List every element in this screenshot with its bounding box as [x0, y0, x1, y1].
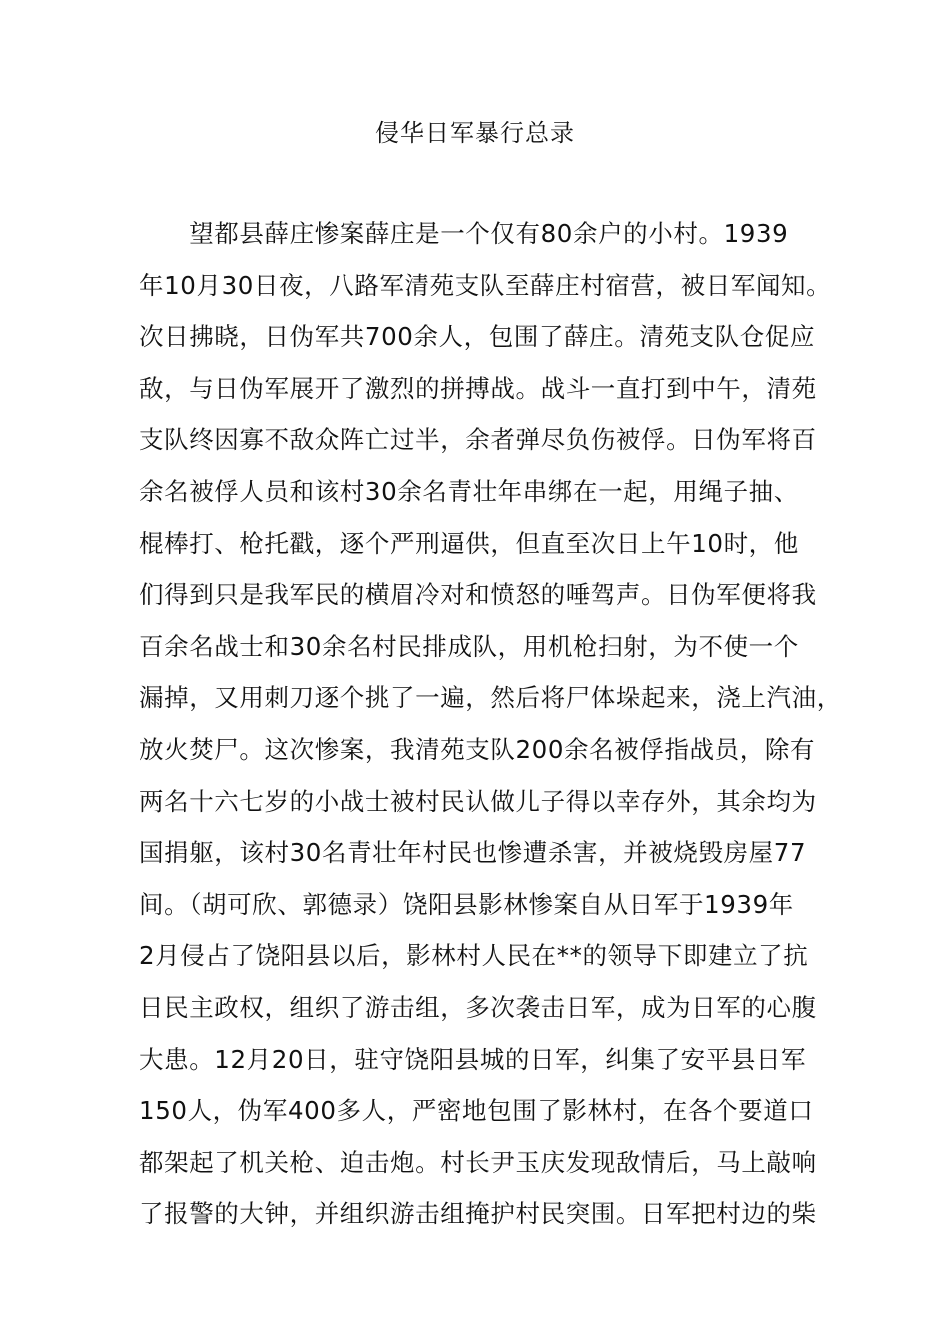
text-line: 年10月30日夜，八路军清苑支队至薛庄村宿营，被日军闻知。	[139, 270, 832, 300]
text-line: 大患。12月20日，驻守饶阳县城的日军，纠集了安平县日军	[139, 1044, 807, 1074]
text-line: 了报警的大钟，并组织游击组掩护村民突围。日军把村边的柴	[139, 1199, 817, 1229]
text-line: 余名被俘人员和该村30余名青壮年串绑在一起，用绳子抽、	[139, 476, 799, 506]
text-line: 150人，伪军400多人，严密地包围了影林村，在各个要道口	[139, 1096, 814, 1126]
document-title: 侵华日军暴行总录	[375, 119, 575, 147]
text-line: 都架起了机关枪、迫击炮。村长尹玉庆发现敌情后，马上敲响	[139, 1147, 817, 1177]
text-line: 国捐躯，该村30名青壮年村民也惨遭杀害，并被烧毁房屋77	[139, 838, 807, 868]
text-line: 两名十六七岁的小战士被村民认做儿子得以幸存外，其余均为	[139, 786, 817, 816]
document-body	[139, 208, 842, 1240]
text-line: 支队终因寡不敌众阵亡过半，余者弹尽负伤被俘。日伪军将百	[139, 425, 817, 455]
text-line: 放火焚尸。这次惨案，我清苑支队200余名被俘指战员，除有	[139, 734, 816, 764]
text-line: 望都县薛庄惨案薛庄是一个仅有80余户的小村。1939	[139, 219, 789, 248]
text-line: 间。（胡可欣、郭德录）饶阳县影林惨案自从日军于1939年	[139, 889, 794, 919]
text-line: 日民主政权，组织了游击组，多次袭击日军，成为日军的心腹	[139, 992, 817, 1022]
text-line: 次日拂晓，日伪军共700余人，包围了薛庄。清苑支队仓促应	[139, 322, 816, 352]
text-line: 棍棒打、枪托戳，逐个严刑逼供，但直至次日上午10时，他	[139, 528, 799, 558]
text-line: 2月侵占了饶阳县以后，影林村人民在**的领导下即建立了抗	[139, 941, 809, 971]
text-line: 百余名战士和30余名村民排成队，用机枪扫射，为不使一个	[139, 631, 799, 661]
text-line: 漏掉，又用刺刀逐个挑了一遍，然后将尸体垛起来，浇上汽油，	[139, 683, 842, 713]
text-line: 敌，与日伪军展开了激烈的拼搏战。战斗一直打到中午，清苑	[139, 373, 817, 403]
text-line: 们得到只是我军民的横眉冷对和愤怒的唾驾声。日伪军便将我	[139, 580, 817, 610]
